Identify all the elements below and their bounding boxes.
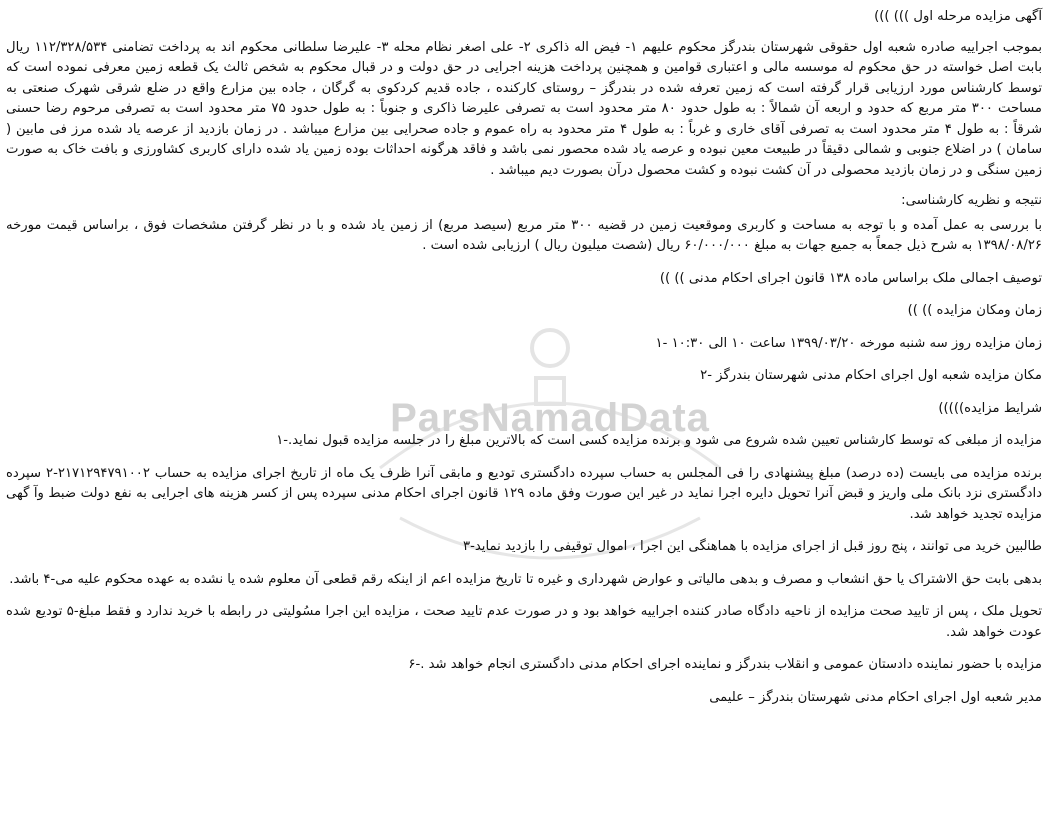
notice-title: آگهی مزایده مرحله اول ))) ))) (874, 9, 1042, 24)
watermark-brand: ParsNamadData (390, 396, 710, 440)
property-summary-heading: توصیف اجمالی ملک براساس ماده ۱۳۸ قانون اجرای احکام مدنی )) )) (659, 270, 1042, 286)
signature-line: مدیر شعبه اول اجرای احکام مدنی شهرستان بندرگز – علیمی (709, 689, 1042, 705)
condition-5: تحویل ملک ، پس از تایید صحت مزایده از ناحیه دادگاه صادر کننده اجراییه خواهد بود و در صورت عدم تایید صحت ، مزایده این اجرا مسُولیتی در رابطه با خرید ندارد و فقط مبلغ-۵ تودیع شده عودت خواهد شد. (6, 604, 1042, 640)
notice-body (6, 7, 1042, 708)
auction-place-line: مکان مزایده شعبه اول اجرای احکام مدنی شهرستان بندرگز -۲ (700, 368, 1042, 383)
condition-3: طالبین خرید می توانند ، پنج روز قبل از اجرای مزایده با هماهنگی این اجرا ، اموال توقیفی را بازدید نماید-۳ (463, 539, 1042, 554)
expert-opinion-heading: نتیجه و نظریه کارشناسی: (901, 193, 1042, 208)
notice-intro-paragraph: بموجب اجراییه صادره شعبه اول حقوقی شهرستان بندرگز محکوم علیهم ۱- فیض اله ذاکری ۲- علی اصغر نظام محله ۳- علیرضا سلطانی محکوم اند به پرداخت تضامنی ۱۱۲/۳۲۸/۵۳۴ ریال بابت اصل خواسته در حق محکوم له موسسه مالی و اعتباری قوامین و همچنین پرداخت هزینه اجرایی در حق دولت و در قبال محکوم به شخص ثالث یک قطعه زمین معرفی نموده است که توسط کارشناس مورد ارزیابی قرار گرفته است که زمین تعرفه شده در بندرگز – روستای کارکنده ، جاده قدیم کردکوی به گرگان ، جاده بین مزارع واقع در ضلع شرقی شهرک صنعتی به مساحت ۳۰۰ متر مربع که حدود و اربعه آن شمالاً : به طول حدود ۸۰ متر محدود است به تصرفی علیرضا ذاکری و جنوباً : به طول حدود ۷۵ متر محدود است به تصرفی مرحوم رضا حسنی شرقاً : به طول ۴ متر محدود است به تصرفی آقای خاری و غرباً : به طول ۴ متر محدود به راه عموم و جاده صحرایی بین مزارع میباشد . در زمان بازدید از عرصه یاد شده مرز فی مابین ( سامان ) در اضلاع جنوبی و شمالی دقیقاً در طبیعت معین نبوده و عرصه یاد شده محصور نمی باشد و فاقد هرگونه احداثات بوده زمین یاد شده دارای کاربری کشاورزی و بافت خاک به صورت زمین سنگی و در زمان بازدید محصولی در آن کشت نبوده و کشت محصول درآن بصورت دیم میباشد . (6, 39, 1042, 178)
condition-1: مزایده از مبلغی که توسط کارشناس تعیین شده شروع می شود و برنده مزایده کسی است که بالاترین مبلغ را در جلسه مزایده قبول نماید.-۱ (276, 433, 1042, 448)
time-place-heading: زمان ومکان مزایده )) )) (907, 303, 1042, 318)
auction-time-line: زمان مزایده روز سه شنبه مورخه ۱۳۹۹/۰۳/۲۰ ساعت ۱۰ الی ۱۰:۳۰ -۱ (655, 335, 1042, 351)
condition-4: بدهی بابت حق الاشتراک یا حق انشعاب و مصرف و بدهی مالیاتی و عوارض شهرداری و غیره تا تاریخ مزایده اعم از اینکه رقم قطعی آن معلوم شده یا نشده به عهده محکوم علیه می-۴ باشد. (9, 571, 1042, 587)
expert-opinion-paragraph: با بررسی به عمل آمده و با توجه به مساحت و کاربری وموقعیت زمین در قضیه ۳۰۰ متر مربع (سیصد مربع) از زمین یاد شده و با در نظر گرفتن مشخصات فوق ، براساس قیمت مورخه ۱۳۹۸/۰۸/۲۶ به شرح ذیل جمعاً به جمیع جهات به مبلغ ۶۰/۰۰۰/۰۰۰ ریال (شصت میلیون ریال ) ارزیابی شده است . (6, 217, 1043, 253)
condition-2: برنده مزایده می بایست (ده درصد) مبلغ پیشنهادی را فی المجلس به حساب سپرده دادگستری تودیع و مابقی آنرا ظرف یک ماه از تاریخ اجرای مزایده به حساب ۲۱۷۱۲۹۴۷۹۱۰۰۲-۲ سپرده دادگستری نزد بانک ملی واریز و قبض آنرا تحویل دایره اجرا نماید در غیر این صورت وفق ماده ۱۲۹ قانون اجرای احکام مدنی سپرده پس از کسر هزینه های اجرایی به نفع دولت ضبط وآ گهی مزایده تجدید خواهد شد. (6, 465, 1042, 522)
condition-6: مزایده با حضور نماینده دادستان عمومی و انقلاب بندرگز و نماینده اجرای احکام مدنی دادگستری انجام خواهد شد .-۶ (408, 657, 1042, 672)
conditions-heading: شرایط مزایده))))) (938, 400, 1042, 416)
